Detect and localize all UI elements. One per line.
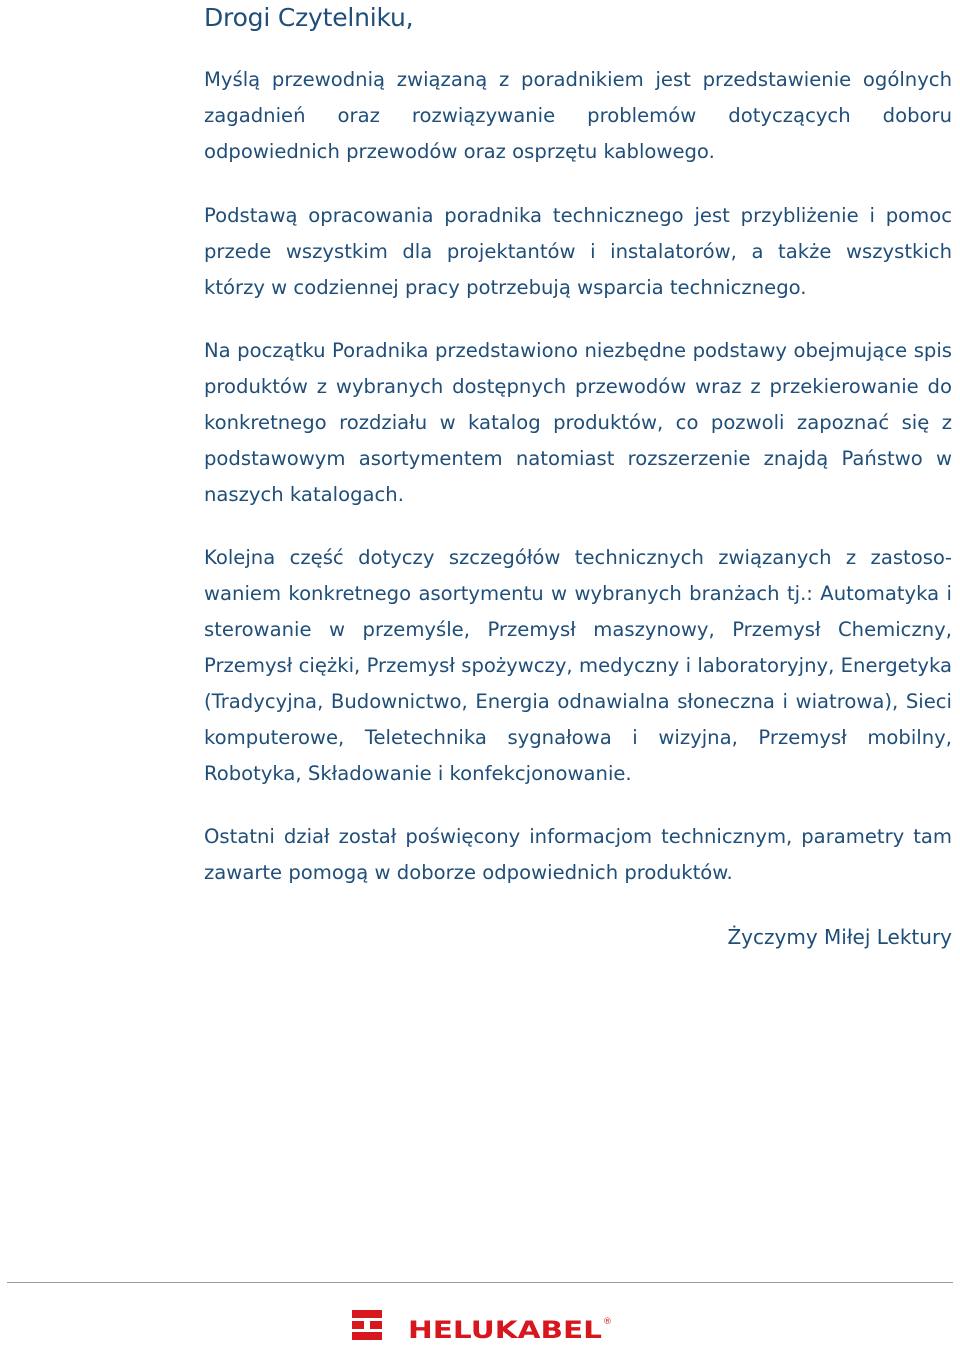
brand-name: HELUKABEL [408,1316,602,1342]
paragraph-contents: Na początku Poradnika przedstawiono niezbędne podstawy obejmujące spis produktów z wybranych dostępnych przewodów wraz z przekierowanie do konkretnego rozdziału w katalog produktów, co pozwoli zapoznać się z podstawowym asortymentem natomiast rozszerzenie znajdą Państwo w naszych katalogach. [204,339,952,506]
helukabel-logo [352,1308,612,1342]
letter-body [204,0,952,949]
letter-greeting: Drogi Czytelniku, [204,3,414,32]
footer-divider [7,1282,953,1283]
paragraph-industries: Kolejna część dotyczy szczegółów technicznych związanych z zastosowaniem konkretnego asortymentu w wybranych branżach tj.: Automatyka i sterowanie w przemyśle, Przemysł maszynowy, Przemysł Chemiczny, Przemysł ciężki, Przemysł spożywczy, medyczny i laboratoryjny, Energetyka (Tradycyjna, Budownictwo, Energia odnawialna słoneczna i wiatrowa), Sieci komputerowe, Teletechnika sygnałowa i wizyjna, Przemysł mobilny, Robotyka, Składowanie i konfekcjonowanie. [204,546,952,785]
registered-mark: ® [603,1317,612,1327]
helukabel-h-symbol-icon [352,1310,382,1340]
letter-closing: Życzymy Miłej Lektury [727,925,952,949]
paragraph-intro: Myślą przewodnią związaną z poradnikiem jest przedstawienie ogólnych zagadnień oraz rozwiązywanie problemów dotyczących doboru odpowiednich przewodów oraz osprzętu kablowego. [204,68,952,163]
paragraph-purpose: Podstawą opracowania poradnika technicznego jest przybliżenie i pomoc przede wszystkim dla projektantów i instalatorów, a także wszystkich którzy w codziennej pracy potrzebują wsparcia technicznego. [204,204,952,299]
paragraph-technical-info: Ostatni dział został poświęcony informacjom technicznym, parametry tam zawarte pomogą w doborze odpowiednich produktów. [204,825,952,884]
